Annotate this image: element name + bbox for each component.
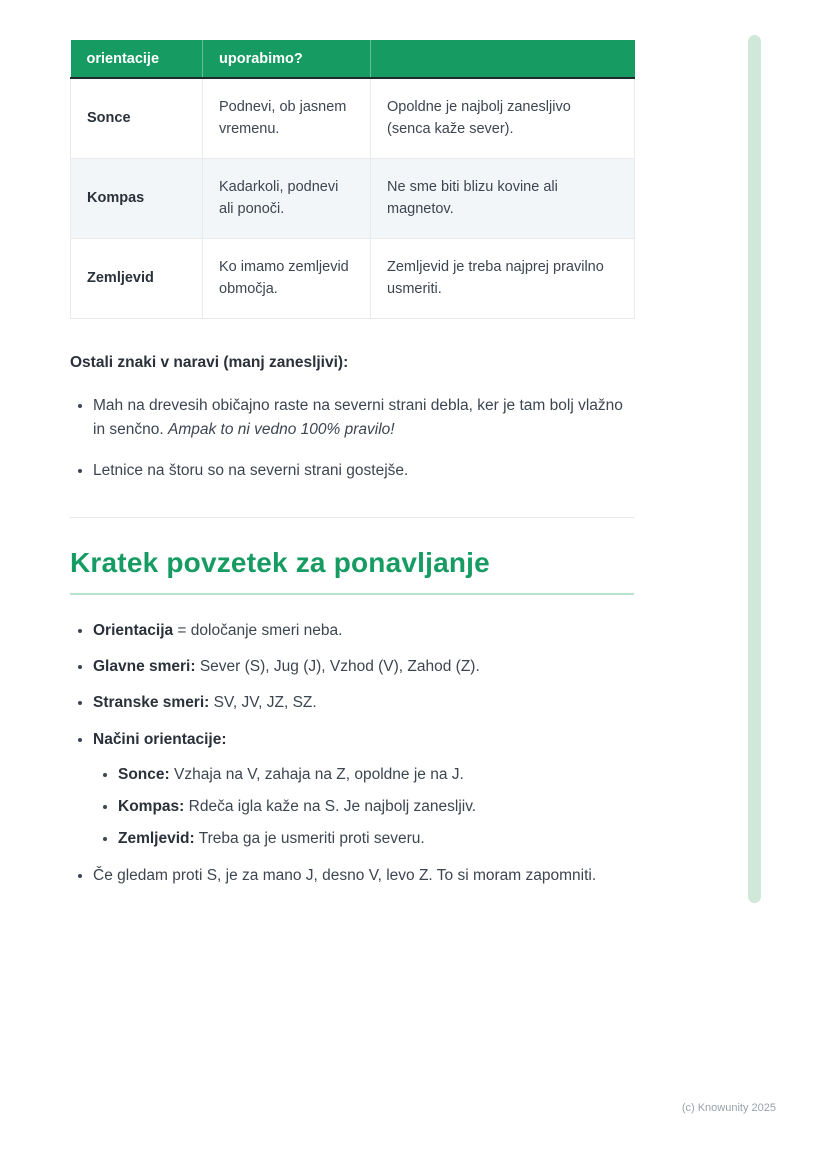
bullet-text: Če gledam proti S, je za mano J, desno V, levo Z. To si moram zapomniti.: [93, 866, 597, 884]
summary-sub-list: [93, 763, 634, 851]
table-header-row: [71, 40, 635, 78]
table-cell-when: Kadarkoli, podnevi ali ponoči.: [203, 158, 371, 238]
bullet-text: Letnice na štoru so na severni strani gostejše.: [93, 461, 409, 479]
table-cell-method: Zemljevid: [71, 238, 203, 318]
bullet-text: Mah na drevesih običajno raste na severni strani debla, ker je tam bolj vlažno in senčno.: [93, 396, 623, 438]
content-area: [70, 40, 634, 900]
list-item: [93, 619, 634, 642]
bullet-bold-term: Glavne smeri:: [93, 658, 196, 676]
list-item: [93, 394, 634, 442]
bullet-text: Rdeča igla kaže na S. Je najbolj zanesljiv.: [184, 798, 477, 816]
table-cell-when: Podnevi, ob jasnem vremenu.: [203, 78, 371, 158]
scrollbar-thumb[interactable]: [748, 35, 761, 903]
table-cell-note: Ne sme biti blizu kovine ali magnetov.: [371, 158, 635, 238]
section-divider: [70, 517, 634, 518]
table-cell-method: Kompas: [71, 158, 203, 238]
table-header-when: uporabimo?: [203, 40, 371, 78]
bullet-text: Sever (S), Jug (J), Vzhod (V), Zahod (Z).: [195, 658, 480, 676]
table-row-kompas: [71, 158, 635, 238]
list-item: [93, 459, 634, 483]
table-cell-note: Opoldne je najbolj zanesljivo (senca kaže sever).: [371, 78, 635, 158]
table-header-note: [371, 40, 635, 78]
table-row-zemljevid: [71, 238, 635, 318]
bullet-bold-term: Orientacija: [93, 621, 174, 639]
list-item: [118, 795, 634, 818]
summary-bullet-list: [70, 619, 634, 887]
orientation-methods-table: [70, 40, 635, 319]
bullet-bold-term: Kompas:: [118, 798, 185, 816]
table-header-method: orientacije: [71, 40, 203, 78]
bullet-italic-note: Ampak to ni vedno 100% pravilo!: [167, 420, 395, 438]
bullet-text: = določanje smeri neba.: [173, 621, 343, 639]
bullet-bold-term: Sonce:: [118, 765, 170, 783]
bullet-text: Vzhaja na V, zahaja na Z, opoldne je na J.: [169, 765, 464, 783]
list-item: [118, 763, 634, 786]
list-item: [93, 864, 634, 887]
signs-section-heading: Ostali znaki v naravi (manj zanesljivi):: [70, 353, 349, 371]
summary-section-title: Kratek povzetek za ponavljanje: [70, 547, 634, 595]
footer-copyright: (c) Knowunity 2025: [681, 1102, 776, 1114]
table-row-sonce: [71, 78, 635, 158]
list-item: [118, 827, 634, 850]
bullet-bold-term: Zemljevid:: [118, 830, 195, 848]
table-cell-when: Ko imamo zemljevid območja.: [203, 238, 371, 318]
table-cell-method: Sonce: [71, 78, 203, 158]
bullet-bold-term: Stranske smeri:: [93, 694, 210, 712]
table-cell-note: Zemljevid je treba najprej pravilno usmeriti.: [371, 238, 635, 318]
signs-bullet-list: [70, 394, 634, 483]
list-item: [93, 728, 634, 851]
bullet-bold-term: Načini orientacije:: [93, 730, 227, 748]
list-item: [93, 655, 634, 678]
list-item: [93, 691, 634, 714]
bullet-text: Treba ga je usmeriti proti severu.: [194, 830, 425, 848]
bullet-text: SV, JV, JZ, SZ.: [209, 694, 317, 712]
